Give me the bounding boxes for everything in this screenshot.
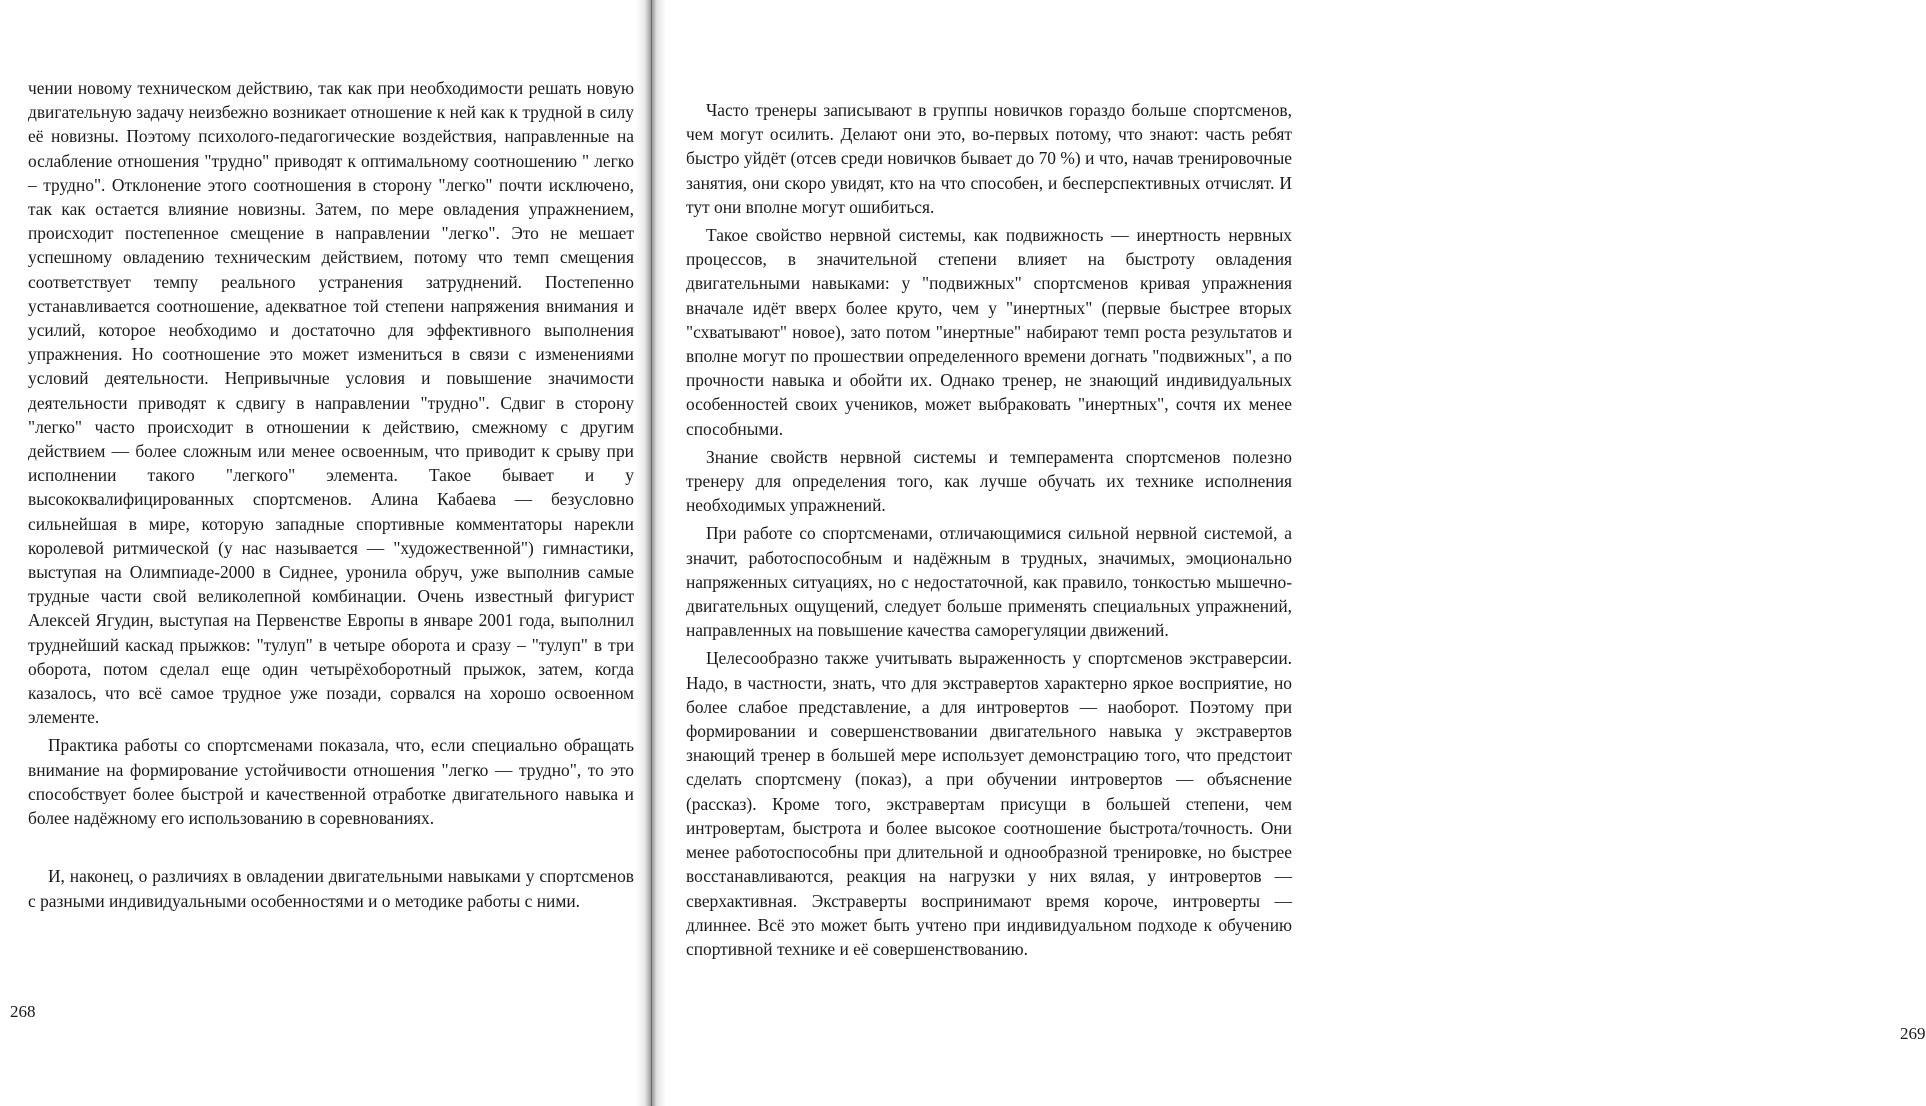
left-page <box>0 0 650 1106</box>
right-page <box>662 0 1926 1106</box>
right-paragraph-2: Такое свойство нервной системы, как подвижность — инертность нервных процессов, в значительной степени влияет на быстроту овладения двигательными навыками: у "подвижных" спортсменов кривая упражнения вначале идёт вверх более круто, чем у "инертных" (первые быстрее вторых "схватывают" новое), зато потом "инертные" набирают темп роста результатов и вполне могут по прошествии определенного времени догнать "подвижных", а по прочности навыка и обойти их. Однако тренер, не знающий индивидуальных особенностей своих учеников, может выбраковать "инертных", сочтя их менее способными. <box>686 225 1292 439</box>
left-page-text <box>28 76 634 913</box>
left-paragraph-2: Практика работы со спортсменами показала, что, если специально обращать внимание на формирование устойчивости отношения "легко — трудно", то это способствует более быстрой и качественной отработке двигательного навыка и более надёжному его использованию в соревнованиях. <box>28 735 634 829</box>
right-paragraph-4: При работе со спортсменами, отличающимися сильной нервной системой, а значит, работоспособным и надёжным в трудных, значимых, эмоционально напряженных ситуациях, но с недостаточной, как правило, тонкостью мышечно-двигательных ощущений, следует больше применять специальных упражнений, направленных на повышение качества саморегуляции движений. <box>686 523 1292 641</box>
left-paragraph-1: чении новому техническом действию, так как при необходимости решать новую двигательную задачу неизбежно возникает отношение к ней как к трудной в силу её новизны. Поэтому психолого-педагогические воздействия, направленные на ослабление отношения "трудно" приводят к оптимальному соотношению " легко – трудно". Отклонение этого соотношения в сторону "легко" почти исключено, так как остается влияние новизны. Затем, по мере овладения упражнением, происходит постепенное смещение в направлении "легко". Это не мешает успешному овладению техническим действием, потому что темп смещения соответствует темпу реального устранения затруднений. Постепенно устанавливается соотношение, адекватное той степени напряжения внимания и усилий, которое необходимо и достаточно для эффективного выполнения упражнения. Но соотношение это может измениться в связи с изменениями условий деятельности. Непривычные условия и повышение значимости деятельности приводят к сдвигу в направлении "трудно". Сдвиг в сторону "легко" часто происходит в отношении к действию, смежному с другим действием — более сложным или менее освоенным, что приводит к срыву при исполнении такого "легкого" элемента. Такое бывает и у высококвалифицированных спортсменов. Алина Кабаева — безусловно сильнейшая в мире, которую западные спортивные комментаторы нарекли королевой ритмической (у нас называется — "художественной") гимнастики, выступая на Олимпиаде-2000 в Сиднее, уронила обруч, уже выполнив самые трудные части свой великолепной комбинации. Очень известный фигурист Алексей Ягудин, выступая на Первенстве Европы в январе 2001 года, выполнил труднейший каскад прыжков: "тулуп" в четыре оборота и сразу – "тулуп" в три оборота, потом сделал еще один четырёхоборотный прыжок, затем, когда казалось, что всё самое трудное уже позади, сорвался на хорошо освоенном элементе. <box>28 78 634 728</box>
right-paragraph-5: Целесообразно также учитывать выраженность у спортсменов экстраверсии. Надо, в частности, знать, что для экстравертов характерно яркое восприятие, но более слабое представление, а для интровертов — наоборот. Поэтому при формировании и совершенствовании двигательного навыка у экстравертов знающий тренер в большей мере использует демонстрацию того, что предстоит сделать спортсмену (показ), а при обучении интровертов — объяснение (рассказ). Кроме того, экстравертам присущи в большей степени, чем интровертам, быстрота и более высокое соотношение быстрота/точность. Они менее работоспособны при длительной и однообразной тренировке, но быстрее восстанавливаются, реакция на нагрузки у них вялая, у интровертов — сверхактивная. Экстраверты воспринимают время короче, интроверты — длиннее. Всё это может быть учтено при индивидуальном подходе к обучению спортивной технике и её совершенствованию. <box>686 648 1292 959</box>
right-paragraph-3: Знание свойств нервной системы и темперамента спортсменов полезно тренеру для определения того, как лучше обучать их технике исполнения необходимых упражнений. <box>686 446 1292 516</box>
right-page-text <box>686 98 1292 961</box>
page-number-left: 268 <box>10 1002 36 1021</box>
left-paragraph-3: И, наконец, о различиях в овладении двигательными навыками у спортсменов с разными индивидуальными особенностями и о методике работы с ними. <box>28 866 634 911</box>
page-number-right: 269 <box>1900 1024 1926 1043</box>
right-paragraph-1: Часто тренеры записывают в группы новичков гораздо больше спортсменов, чем могут осилить. Делают они это, во-первых потому, что знают: часть ребят быстро уйдёт (отсев среди новичков бывает до 70 %) и что, начав тренировочные занятия, они скоро увидят, кто на что способен, и бесперспективных отчислят. И тут они вполне могут ошибиться. <box>686 100 1292 217</box>
spine-fold-line <box>651 0 652 1106</box>
